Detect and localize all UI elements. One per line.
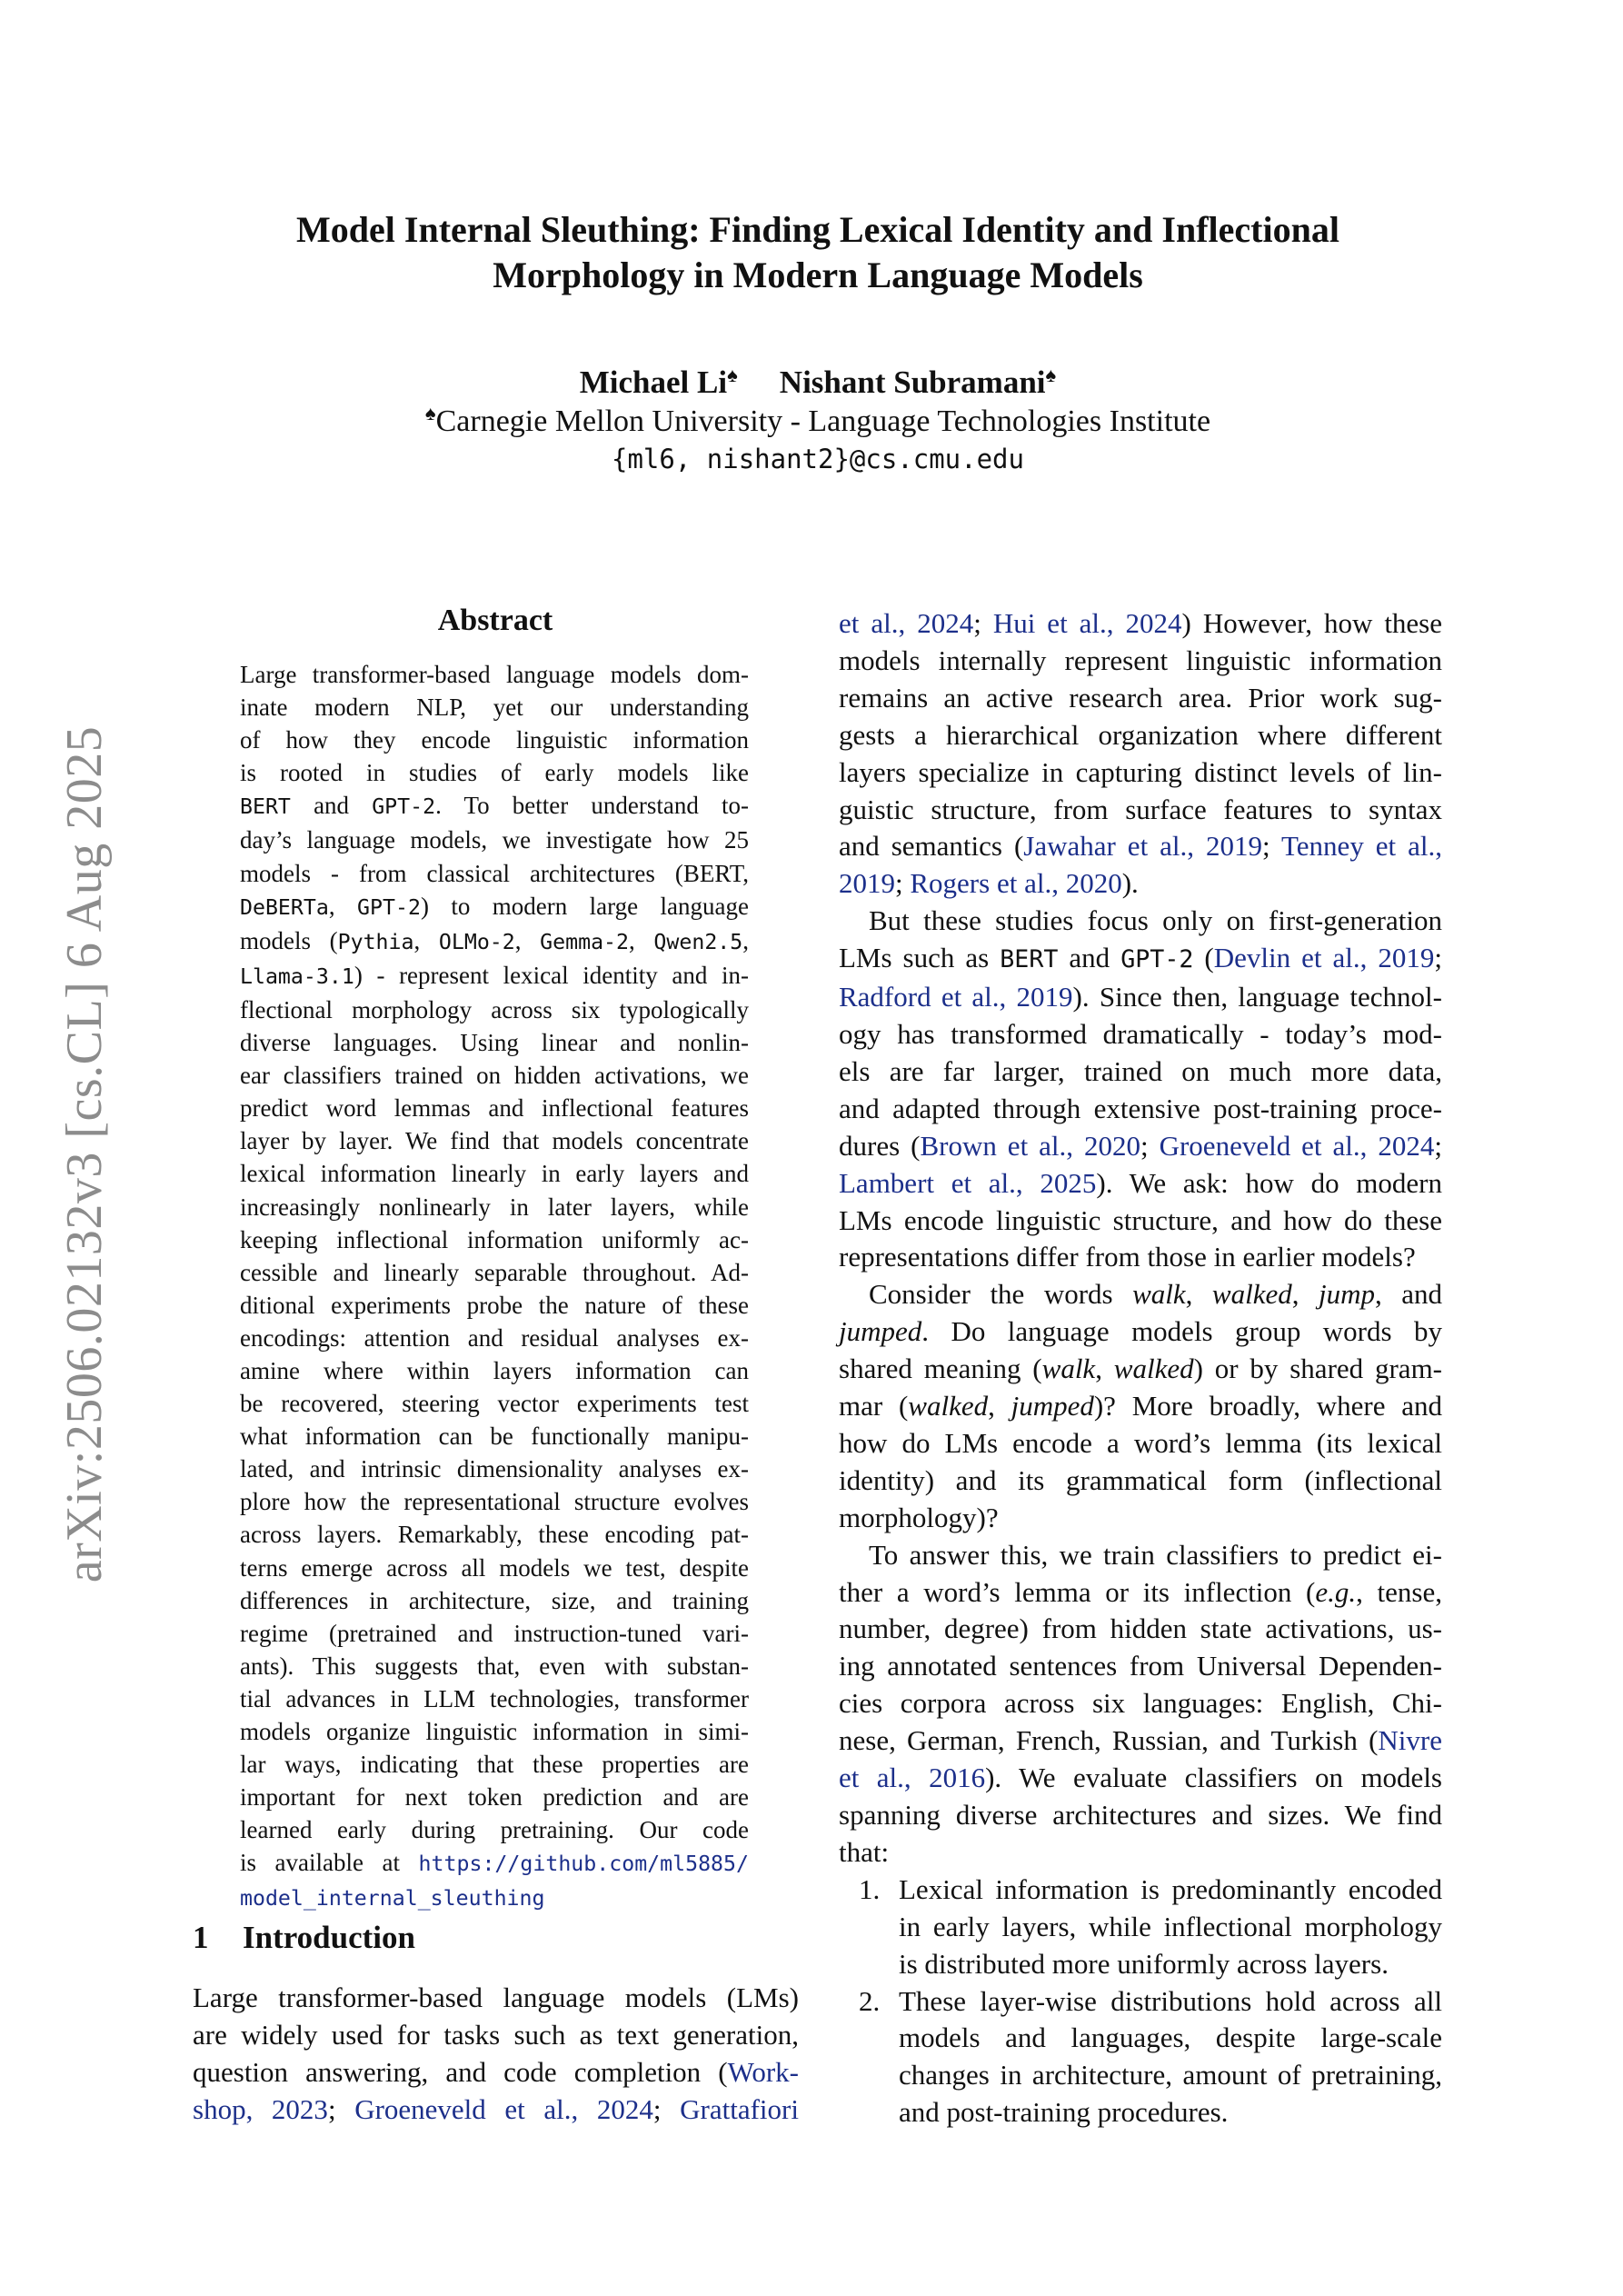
intro-paragraph-4 (839, 1537, 1442, 1872)
abstract-line: inate modern NLP, yet our understanding (240, 694, 749, 722)
model-name: GPT-2 (357, 894, 421, 920)
abstract-line: ear classifiers trained on hidden activations, we (240, 1062, 749, 1090)
abstract-line: keeping inflectional information uniformly ac- (240, 1225, 749, 1253)
body-line: ogy has transformed dramatically - today’s mod- (839, 1017, 1442, 1050)
abstract-line: important for next token prediction and are (240, 1783, 749, 1812)
abstract-line: be recovered, steering vector experiments test (240, 1390, 749, 1418)
body-line: ther a word’s lemma or its inflection (e.g., tense, (839, 1575, 1442, 1608)
section-title: Introduction (243, 1920, 415, 1955)
abstract-line: lated, and intrinsic dimensionality analyses ex- (240, 1455, 749, 1483)
abstract-line: encodings: attention and residual analyses ex- (240, 1323, 749, 1352)
abstract-line: amine where within layers information can (240, 1356, 749, 1384)
section-number: 1 (193, 1920, 209, 1955)
model-name: GPT-2 (372, 794, 436, 820)
abstract-line: day’s language models, we investigate how 25 (240, 826, 749, 854)
code-link[interactable]: https://github.com/ml5885/ (418, 1852, 749, 1877)
model-name: BERT (1000, 945, 1059, 974)
body-line: LMs encode linguistic structure, and how do these (839, 1203, 1442, 1236)
abstract-line: tial advances in LLM technologies, transformer (240, 1684, 749, 1712)
abstract-line: increasingly nonlinearly in later layers, while (240, 1193, 749, 1221)
affiliation (200, 402, 1436, 439)
abstract-line: plore how the representational structure evolves (240, 1488, 749, 1516)
section-heading-introduction (193, 1920, 415, 1956)
body-line: representations differ from those in earlier models? (839, 1241, 1416, 1273)
model-name: Llama-3.1 (240, 963, 354, 989)
paper-title (200, 207, 1436, 298)
list-number: 2. (859, 1984, 881, 2017)
findings-list (839, 1872, 1442, 2131)
abstract-line: flectional morphology across six typologically (240, 995, 749, 1023)
citation-link[interactable]: Radford et al., 2019 (839, 981, 1073, 1013)
body-line: that: (839, 1835, 890, 1868)
body-line: is distributed more uniformly across layers. (899, 1947, 1389, 1980)
title-line-2: Morphology in Modern Language Models (493, 255, 1143, 295)
abstract-line: differences in architecture, size, and training (240, 1586, 749, 1614)
model-name: Qwen2.5 (653, 929, 743, 954)
title-line-1: Model Internal Sleuthing: Finding Lexical Identity and Inflectional (296, 209, 1339, 250)
citation-link[interactable]: Grattafiori (680, 2092, 799, 2125)
body-line: models internally represent linguistic information (839, 644, 1442, 676)
citation-link[interactable]: shop, 2023 (193, 2092, 328, 2125)
abstract-line: models - from classical architectures (BERT, (240, 859, 749, 887)
body-line: and semantics (Jawahar et al., 2019; Tenney et al., (839, 830, 1443, 863)
body-line: remains an active research area. Prior work sug- (839, 681, 1442, 714)
citation-link[interactable]: et al., 2024 (839, 607, 974, 639)
abstract-line: learned early during pretraining. Our code (240, 1816, 749, 1844)
body-line: how do LMs encode a word’s lemma (its lexical (839, 1426, 1442, 1459)
body-line: ing annotated sentences from Universal Dependen- (839, 1650, 1442, 1682)
body-line: number, degree) from hidden state activations, us- (839, 1612, 1442, 1645)
citation-link[interactable]: Groeneveld et al., 2024 (1159, 1129, 1435, 1162)
abstract-line: Llama-3.1) - represent lexical identity and in- (240, 961, 749, 989)
right-column (839, 605, 1442, 2131)
body-line: question answering, and code completion (Work- (193, 2055, 799, 2088)
list-item (839, 1983, 1442, 2132)
body-line: cies corpora across six languages: English, Chi- (839, 1687, 1442, 1720)
citation-link[interactable]: et al., 2016 (839, 1762, 986, 1794)
body-line: els are far larger, trained on much more data, (839, 1054, 1442, 1087)
abstract-line: DeBERTa, GPT-2) to modern large language (240, 892, 749, 920)
body-line: Lambert et al., 2025). We ask: how do modern (839, 1166, 1442, 1199)
abstract-line: models (Pythia, OLMo-2, Gemma-2, Qwen2.5, (240, 926, 750, 954)
body-line: gests a hierarchical organization where different (839, 718, 1442, 751)
body-line: changes in architecture, amount of pretraining, (899, 2059, 1442, 2091)
body-line: 2019; Rogers et al., 2020). (839, 867, 1139, 900)
spade-icon: ♠ (727, 364, 738, 386)
citation-link[interactable]: Tenney et al., (1281, 830, 1443, 863)
body-line: models and languages, despite large-scale (899, 2021, 1442, 2054)
body-line: Lexical information is predominantly encoded (899, 1872, 1442, 1905)
body-line: jumped. Do language models group words by (839, 1315, 1442, 1348)
author-name: Michael Li (579, 364, 728, 400)
model-name: Pythia (337, 929, 414, 954)
intro-paragraph-2 (839, 903, 1442, 1276)
citation-link[interactable]: Jawahar et al., 2019 (1023, 830, 1262, 863)
abstract-line: models organize linguistic information in simi- (240, 1718, 749, 1745)
body-line: shared meaning (walk, walked) or by shared gram- (839, 1353, 1443, 1385)
citation-link[interactable]: Hui et al., 2024 (992, 607, 1182, 639)
model-name: GPT-2 (1120, 945, 1194, 974)
body-line: in early layers, while inflectional morphology (899, 1910, 1442, 1942)
abstract-line: cessible and linearly separable throughout. Ad- (240, 1258, 749, 1286)
body-line: These layer-wise distributions hold across all (899, 1984, 1442, 2017)
abstract-line: terns emerge across all models we test, despite (240, 1553, 749, 1582)
model-name: OLMo-2 (438, 929, 515, 954)
abstract-line: what information can be functionally manipu- (240, 1423, 749, 1451)
abstract-line (240, 1881, 749, 1915)
abstract-line: predict word lemmas and inflectional features (240, 1094, 749, 1123)
citation-link[interactable]: Groeneveld et al., 2024 (354, 2092, 653, 2125)
abstract-line: diverse languages. Using linear and nonlin- (240, 1029, 749, 1057)
author-list (200, 364, 1436, 401)
intro-paragraph-3 (839, 1276, 1442, 1536)
author-name: Nishant Subramani (779, 364, 1046, 400)
author-email: {ml6, nishant2}@cs.cmu.edu (612, 444, 1024, 474)
abstract-line: regime (pretrained and instruction-tuned vari- (240, 1619, 749, 1647)
body-line: spanning diverse architectures and sizes. We find (839, 1799, 1442, 1831)
abstract-line: lexical information linearly in early layers and (240, 1160, 749, 1188)
body-line: Consider the words walk, walked, jump, and (869, 1278, 1443, 1311)
body-line: nese, German, French, Russian, and Turkish (Nivre (839, 1724, 1442, 1757)
body-line: shop, 2023; Groeneveld et al., 2024; Grattafiori (193, 2092, 799, 2125)
body-line: LMs such as BERT and GPT-2 (Devlin et al., 2019; (839, 942, 1443, 974)
abstract-body (240, 658, 749, 1916)
model-name: BERT (240, 794, 291, 820)
abstract-line: ants). This suggests that, even with substan- (240, 1652, 749, 1680)
list-item (839, 1872, 1442, 1983)
abstract-line: is rooted in studies of early models like (240, 759, 749, 787)
body-line: dures (Brown et al., 2020; Groeneveld et al., 2024; (839, 1129, 1442, 1162)
spade-icon: ♠ (424, 402, 436, 424)
body-line: Large transformer-based language models (LMs) (193, 1982, 799, 2013)
body-line: layers specialize in capturing distinct levels of lin- (839, 755, 1442, 788)
abstract-heading: Abstract (437, 604, 553, 637)
abstract-line: layer by layer. We find that models concentrate (240, 1127, 749, 1155)
model-name: Gemma-2 (540, 929, 630, 954)
abstract-line: Large transformer-based language models dom- (240, 661, 749, 688)
intro-paragraph-1 (193, 1980, 799, 2129)
body-line: But these studies focus only on first-generation (869, 904, 1442, 937)
body-line: Radford et al., 2019). Since then, language technol- (839, 981, 1442, 1013)
body-line: mar (walked, jumped)? More broadly, where and (839, 1390, 1442, 1423)
body-line: morphology)? (839, 1501, 999, 1533)
abstract-line: BERT and GPT-2. To better understand to- (240, 792, 749, 820)
body-line: To answer this, we train classifiers to predict ei- (869, 1538, 1442, 1571)
arxiv-sidebar (44, 673, 125, 1636)
body-line: identity) and its grammatical form (inflectional (839, 1463, 1442, 1496)
citation-link[interactable]: Rogers et al., 2020 (910, 867, 1122, 900)
citation-link[interactable]: Brown et al., 2020 (920, 1129, 1140, 1162)
body-line: guistic structure, from surface features to syntax (839, 793, 1442, 825)
abstract-line: ditional experiments probe the nature of these (240, 1291, 749, 1319)
code-link[interactable]: model_internal_sleuthing (240, 1886, 545, 1912)
citation-link[interactable]: Nivre (1378, 1724, 1442, 1757)
arxiv-identifier: arXiv:2506.02132v3 [cs.CL] 6 Aug 2025 (56, 725, 113, 1583)
body-line: are widely used for tasks such as text generation, (193, 2018, 799, 2051)
body-line: et al., 2016). We evaluate classifiers on models (839, 1762, 1442, 1794)
affiliation-text: Carnegie Mellon University - Language Technologies Institute (435, 404, 1211, 438)
intro-paragraph-1-cont (839, 605, 1442, 903)
citation-link[interactable]: Devlin et al., 2019 (1213, 942, 1435, 974)
list-number: 1. (859, 1872, 881, 1905)
body-line: et al., 2024; Hui et al., 2024) However, how these (839, 607, 1443, 639)
body-line: and adapted through extensive post-training proce- (839, 1092, 1442, 1124)
body-line: and post-training procedures. (899, 2096, 1229, 2129)
spade-icon: ♠ (1045, 364, 1057, 386)
abstract-line: of how they encode linguistic information (240, 726, 749, 754)
model-name: DeBERTa (240, 894, 329, 920)
abstract-line: lar ways, indicating that these properties are (240, 1751, 749, 1779)
citation-link[interactable]: Work- (727, 2055, 799, 2088)
citation-link[interactable]: 2019 (839, 867, 895, 900)
abstract-line: is available at https://github.com/ml5885/ (240, 1849, 749, 1877)
citation-link[interactable]: Lambert et al., 2025 (839, 1166, 1097, 1199)
abstract-line: across layers. Remarkably, these encoding pat- (240, 1521, 749, 1549)
